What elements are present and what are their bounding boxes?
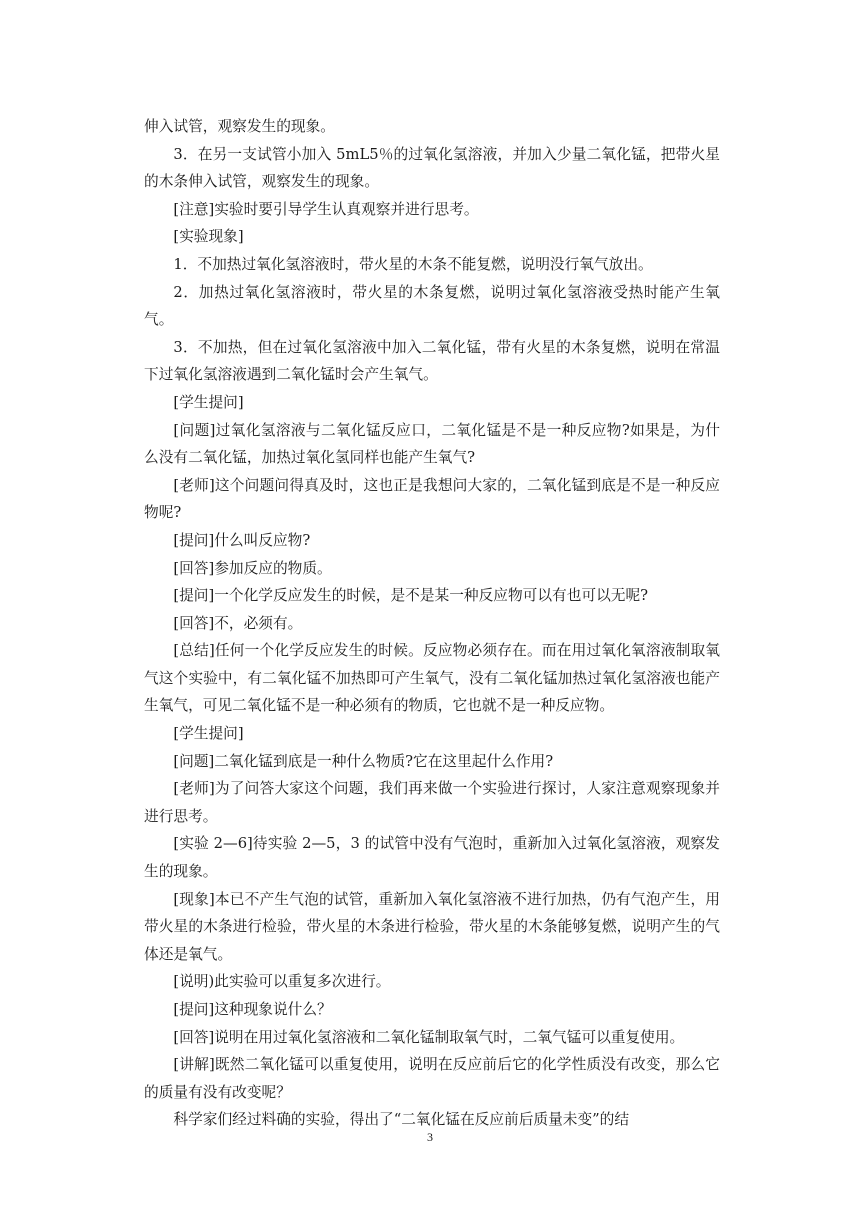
paragraph-question-2: [问题]二氧化锰到底是一种什么物质?它在这里起什么作用? (173, 752, 554, 770)
paragraph-answer-1: [回答]参加反应的物质。 (173, 559, 332, 577)
paragraph-ask-1: [提问]什么叫反应物? (173, 531, 311, 549)
paragraph-step-3: 3．在另一支试管小加入 5mL5％的过氧化氢溶液，并加入少量二氧化锰，把带火星的木条伸入试管，观察发生的现象。 (144, 145, 720, 191)
paragraph-phenomenon-2: 2．加热过氧化氢溶液时，带火星的木条复燃，说明过氧化氢溶液受热时能产生氧气。 (144, 283, 720, 329)
paragraph-note: [注意]实验时要引导学生认真观察并进行思考。 (173, 200, 479, 218)
paragraph-experiment-2-6: [实验 2—6]待实验 2—5，3 的试管中没有气泡时，重新加入过氧化氢溶液，观察发生的现象。 (144, 835, 720, 881)
heading-student-question: [学生提问] (173, 393, 244, 411)
paragraph-explanation: [说明)此实验可以重复多次进行。 (173, 973, 391, 991)
paragraph-summary: [总结]任何一个化学反应发生的时候。反应物必须存在。而在用过氧化氧溶液制取氧气这个实验中，有二氧化锰不加热即可产生氧气，没有二氧化锰加热过氧化氢溶液也能产生氧气，可见二氧化锰不是一种必须有的物质，它也就不是一种反应物。 (144, 642, 720, 715)
page-number: 3 (427, 1130, 433, 1144)
paragraph-lecture: [讲解]既然二氧化锰可以重复使用，说明在反应前后它的化学性质没有改变，那么它的质量有没有改变呢？ (144, 1056, 720, 1101)
paragraph-phenomenon-3: 3．不加热，但在过氧化氢溶液中加入二氧化锰，带有火星的木条复燃，说明在常温下过氧化氢溶液遇到二氧化锰时会产生氧气。 (144, 338, 720, 384)
paragraph-teacher-1: [老师]这个问题问得真及时，这也正是我想问大家的，二氧化锰到底是不是一种反应物呢? (144, 476, 720, 522)
paragraph-phenomenon-1: 1．不加热过氧化氢溶液时，带火星的木条不能复燃，说明没行氧气放出。 (173, 255, 653, 273)
heading-experiment-phenomena: [实验现象] (173, 228, 244, 246)
paragraph-answer-3: [回答]说明在用过氧化氢溶液和二氧化锰制取氧气时，二氧气锰可以重复使用。 (173, 1028, 685, 1046)
paragraph-ask-3: [提问]这种现象说什么？ (173, 1001, 332, 1018)
document-body (144, 113, 720, 1134)
paragraph-continuation: 伸入试管，观察发生的现象。 (144, 118, 335, 135)
paragraph-phenomenon-4: [现象]本已不产生气泡的试管，重新加入氧化氢溶液不进行加热，仍有气泡产生，用带火星的木条进行检验，带火星的木条进行检验，带火星的木条能够复燃，说明产生的气体还是氧气。 (144, 890, 720, 963)
heading-student-question-2: [学生提问] (173, 725, 244, 743)
paragraph-ask-2: [提问]一个化学反应发生的时候，是不是某一种反应物可以有也可以无呢? (173, 587, 649, 605)
paragraph-conclusion: 科学家们经过料确的实验，得出了“二氧化锰在反应前后质量未变”的结 (173, 1111, 630, 1129)
paragraph-answer-2: [回答]不，必须有。 (173, 614, 303, 632)
paragraph-teacher-2: [老师]为了问答大家这个问题，我们再来做一个实验进行探讨，人家注意观察现象并进行思考。 (144, 780, 720, 825)
paragraph-question-1: [问题]过氧化氢溶液与二氧化锰反应口，二氧化锰是不是一种反应物?如果是，为什么没有二氧化锰，加热过氧化氢同样也能产生氧气? (144, 421, 720, 467)
